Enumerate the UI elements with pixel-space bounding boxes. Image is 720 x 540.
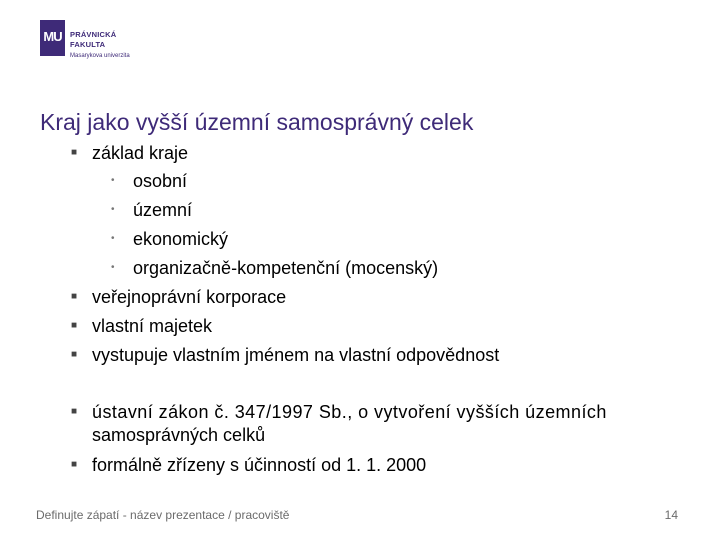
- muni-logo-icon: [40, 20, 65, 56]
- bullet-zaklad-kraje: základ kraje: [92, 143, 189, 163]
- logo-mark-text: MU: [43, 29, 62, 44]
- square-bullet-icon: ■: [71, 349, 78, 360]
- dot-bullet-icon: •: [111, 175, 115, 186]
- slide-title: Kraj jako vyšší územní samosprávný celek: [40, 109, 474, 135]
- square-bullet-icon: ■: [71, 320, 78, 331]
- square-bullet-icon: ■: [71, 147, 78, 158]
- dot-bullet-icon: •: [111, 262, 115, 273]
- dot-bullet-icon: •: [111, 204, 115, 215]
- logo-line-1: PRÁVNICKÁ: [70, 30, 117, 39]
- bullet-majetek: vlastní majetek: [92, 316, 213, 336]
- bullet-ustavni-zakon-cont: samosprávných celků: [92, 425, 266, 445]
- square-bullet-icon: ■: [71, 291, 78, 302]
- sub-bullet-osobni: osobní: [133, 171, 188, 191]
- square-bullet-icon: ■: [71, 459, 78, 470]
- footer-text: Definujte zápatí - název prezentace / pracoviště: [36, 508, 290, 522]
- bullet-formalne: formálně zřízeny s účinností od 1. 1. 2000: [92, 455, 427, 475]
- logo-text: [70, 30, 130, 61]
- bullet-ustavni-zakon: ústavní zákon č. 347/1997 Sb., o vytvoření vyšších územních: [92, 402, 607, 422]
- sub-bullet-uzemni: územní: [133, 200, 193, 220]
- logo-line-2: FAKULTA: [70, 40, 106, 49]
- sub-bullet-organizacne: organizačně-kompetenční (mocenský): [133, 258, 439, 278]
- sub-bullet-ekonomicky: ekonomický: [133, 229, 229, 249]
- dot-bullet-icon: •: [111, 233, 115, 244]
- faculty-logo: [40, 20, 130, 61]
- square-bullet-icon: ■: [71, 406, 78, 417]
- bullet-vystupuje: vystupuje vlastním jménem na vlastní odpovědnost: [92, 345, 500, 365]
- logo-line-3: Masarykova univerzita: [70, 53, 130, 59]
- page-number: 14: [664, 508, 678, 522]
- bullet-verejnopravni: veřejnoprávní korporace: [92, 287, 287, 307]
